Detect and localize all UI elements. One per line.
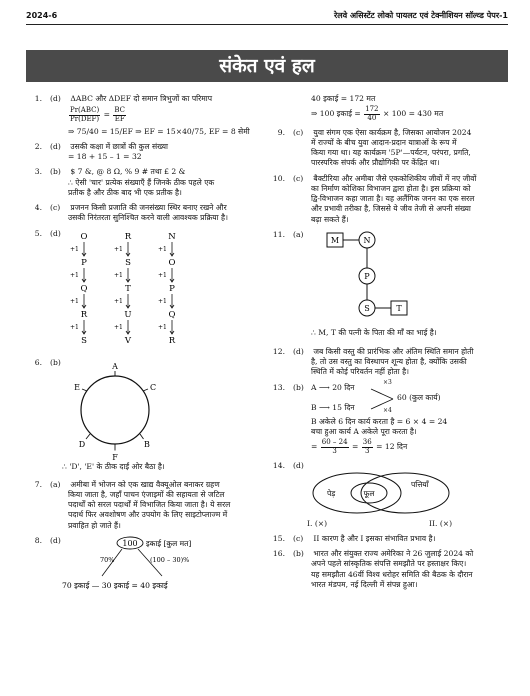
series-step: +1 — [114, 323, 123, 331]
answer-8: 8. (d) 100 इकाई [कुल मत] 70% (100 – 30)% 70 इकाई — 30 इकाई = 40 इकाई — [26, 536, 258, 594]
answer-13: 13. (b) A ⟶ 20 दिन B ⟶ 15 दिन ×3 ×4 60 (कुल कार्य) B अकेले 6 दिन कार्य करता है = 6 × 4 = 24 बचा हुआ कार्य A अकेले पूरा करता है। = $\frac{60 - 24}{3}$ = $\frac{36}{3}$ = 12 दिन — [269, 383, 509, 456]
solution-line: ⇒ 75/40 = 15/EF ⇒ EF = 15×40/75, EF = 8 सेमी — [68, 126, 250, 136]
series-letter: R — [168, 335, 176, 346]
page-number: 2024-6 — [26, 11, 58, 20]
answer-3: 3. (b) $ 7 &, @ 8 Ω, % 9 # तथा £ 2 & ∴ ऐसी 'चार' प्रत्येक संख्याएँ हैं जिनके ठीक पहले एक प्रतीक है और ठीक बाद भी एक प्रतीक है। — [34, 167, 215, 197]
answer-10: 10. (c) बैक्टीरिया और अमीबा जैसे एककोशिकीय जीवों में नए जीवों का निर्माण कोशिका विभाजन द्वारा होता है। इस प्रक्रिया को द्वि-विभाजन कहा जाता है। यह अलैंगिक जनन का एक सरल और प्रभावी तरीका है, जिससे ये जीव तेजी से अपनी संख्या बढ़ा सकते हैं। — [272, 173, 477, 224]
votes-difference: 70 इकाई — 30 इकाई = 40 इकाई — [62, 580, 168, 590]
series-step: +1 — [114, 245, 123, 253]
seat-label: A — [112, 361, 118, 371]
answer-7: 7. (a) अमीबा में भोजन को एक खाद्य वैक्यूओल बनाकर ग्रहण किया जाता है, जहाँ पाचन एंजाइमों की सहायता से जटिल पदार्थों को सरल पदार्थों में विभाजित किया जाता है। ये सरल पदार्थ फिर अवशोषण और उपयोग के लिए साइटोप्लाज्म में प्रवाहित हो जाते हैं। — [34, 479, 231, 530]
node-s: S — [364, 303, 370, 313]
answer-14: 14. (d) पेड़ फूल पत्तियाँ I. (×) II. (×) — [269, 461, 509, 529]
seat-marker — [82, 389, 87, 391]
series-step: +1 — [158, 323, 167, 331]
series-letter: R — [80, 309, 88, 320]
answer-12: 12. (d) जब किसी वस्तु की प्रारंभिक और अंतिम स्थिति समान होती है, तो उस वस्तु का विस्थापन शून्य होता है, क्योंकि उसकी स्थिति में कोई परिवर्तन नहीं होता है। — [272, 346, 474, 377]
lcm-diagram: A ⟶ 20 दिन B ⟶ 15 दिन ×3 ×4 60 (कुल कार्य) — [311, 378, 441, 414]
seat-marker — [140, 434, 144, 439]
percent-right: (100 – 30)% — [150, 555, 190, 564]
set-leaves: पत्तियाँ — [411, 479, 429, 489]
answer-9: 9. (c) युवा संगम एक ऐसा कार्यक्रम है, जिसका आयोजन 2024 में राज्यों के बीच युवा आदान-प्रदान यात्राओं के रूप में किया गया था। यह कार्यक्रम '5P'—पर्यटन, परंपरा, प्रगति, पारस्परिक संपर्क और प्रौद्योगिकी पर केंद्रित था। — [277, 127, 472, 168]
seat-label: C — [149, 382, 157, 392]
series-step: +1 — [70, 271, 79, 279]
series-step: +1 — [70, 245, 79, 253]
answer-8-continued: 40 इकाई = 172 मत ⇒ 100 इकाई = $\frac{172}{40}$ × 100 = 430 मत — [311, 94, 444, 122]
series-letter: P — [81, 257, 87, 268]
relation-answer: ∴ M, T की पत्नी के पिता की माँ का भाई है। — [311, 327, 437, 337]
series-letter: V — [124, 335, 132, 346]
page-header — [26, 10, 508, 25]
series-letter: T — [125, 283, 131, 294]
series-step: +1 — [158, 271, 167, 279]
answer-4: 4. (c) प्रजनन किसी प्रजाति की जनसंख्या स्थिर बनाए रखने और उसकी निरंतरता सुनिश्चित करने वाली आवश्यक प्रक्रिया है। — [34, 203, 228, 223]
answer-15: 15. (c) II कारण है और I इसका संभावित प्रभाव है। — [272, 533, 436, 543]
letter-series-diagram — [60, 229, 220, 351]
seating-answer: ∴ 'D', 'E' के ठीक दाईं ओर बैठा है। — [62, 461, 165, 471]
series-step: +1 — [70, 323, 79, 331]
seat-label: E — [74, 382, 80, 392]
series-letter: R — [124, 231, 132, 242]
right-column — [269, 94, 509, 595]
node-p: P — [364, 271, 370, 281]
set-tree: पेड़ — [327, 488, 336, 498]
ratio-equation: $\frac{\text{Pr(ABC)}}{\text{Pr(DEF)}}$ = $\frac{BC}{EF}$ — [70, 106, 126, 123]
book-title: रेलवे असिस्टेंट लोको पायलट एवं टेक्नीशियन सॉल्व्ड पेपर-1 — [334, 11, 508, 20]
conclusion-2: II. (×) — [429, 518, 453, 528]
votes-total-label: इकाई [कुल मत] — [146, 538, 192, 548]
answer-11: 11. (a) M N P S T ∴ M, T की पत्नी के पिता की माँ का भाई है। — [269, 230, 509, 342]
seat-label: F — [112, 452, 118, 462]
family-tree-diagram — [309, 230, 459, 330]
conclusion-1: I. (×) — [307, 518, 328, 528]
series-step: +1 — [158, 245, 167, 253]
series-letter: Q — [168, 309, 176, 320]
series-letter: O — [168, 257, 176, 268]
answer-5: 5. (d) O +1 P +1 Q +1 R +1 S R +1 S +1 T +1 U +1 V N +1 O +1 P +1 Q +1 R — [26, 229, 258, 353]
seat-label: B — [144, 439, 150, 449]
series-letter: S — [125, 257, 131, 268]
node-t: T — [396, 303, 402, 313]
answer-6: 6. (b) A C B F D E ∴ 'D', 'E' के ठीक दाईं ओर बैठा है। — [26, 358, 258, 468]
votes-diagram — [62, 536, 252, 592]
set-flower: फूल — [363, 488, 375, 498]
node-n: N — [363, 235, 371, 245]
percent-left: 70% — [100, 555, 115, 564]
circular-seating-diagram — [60, 362, 170, 462]
series-letter: Q — [80, 283, 88, 294]
series-letter: S — [81, 335, 87, 346]
series-step: +1 — [158, 297, 167, 305]
answer-16: 16. (b) भारत और संयुक्त राज्य अमेरिका ने 26 जुलाई 2024 को अपने पहले सांस्कृतिक संपत्ति समझौते पर हस्ताक्षर किए। यह समझौता 46वीं विश्व धरोहर समिति की बैठक के दौरान भारत मंडपम, नई दिल्ली में संपन्न हुआ। — [272, 549, 474, 589]
seat-marker — [143, 389, 148, 391]
series-step: +1 — [114, 271, 123, 279]
seat-label: D — [78, 439, 86, 449]
left-column — [26, 94, 258, 599]
seat-marker — [86, 434, 90, 439]
node-m: M — [330, 235, 340, 245]
answer-1: 1. (d) ΔABC और ΔDEF दो समान त्रिभुजों का परिमाप $\frac{\text{Pr(ABC)}}{\text{Pr(DEF)}}$ = $\frac{BC}{EF}$ ⇒ 75/40 = 15/EF ⇒ EF = 15×40/75, EF = 8 सेमी — [26, 94, 258, 137]
answer-2: 2. (d) उसकी कक्षा में छात्रों की कुल संख्या = 18 + 15 – 1 = 32 — [34, 141, 168, 162]
series-step: +1 — [114, 297, 123, 305]
series-step: +1 — [70, 297, 79, 305]
votes-total: 100 — [122, 538, 138, 548]
series-letter: O — [80, 231, 88, 242]
series-letter: N — [168, 231, 176, 242]
series-letter: P — [169, 283, 175, 294]
section-banner: संकेत एवं हल — [26, 50, 508, 82]
venn-diagram — [307, 469, 457, 517]
series-letter: U — [124, 309, 132, 320]
